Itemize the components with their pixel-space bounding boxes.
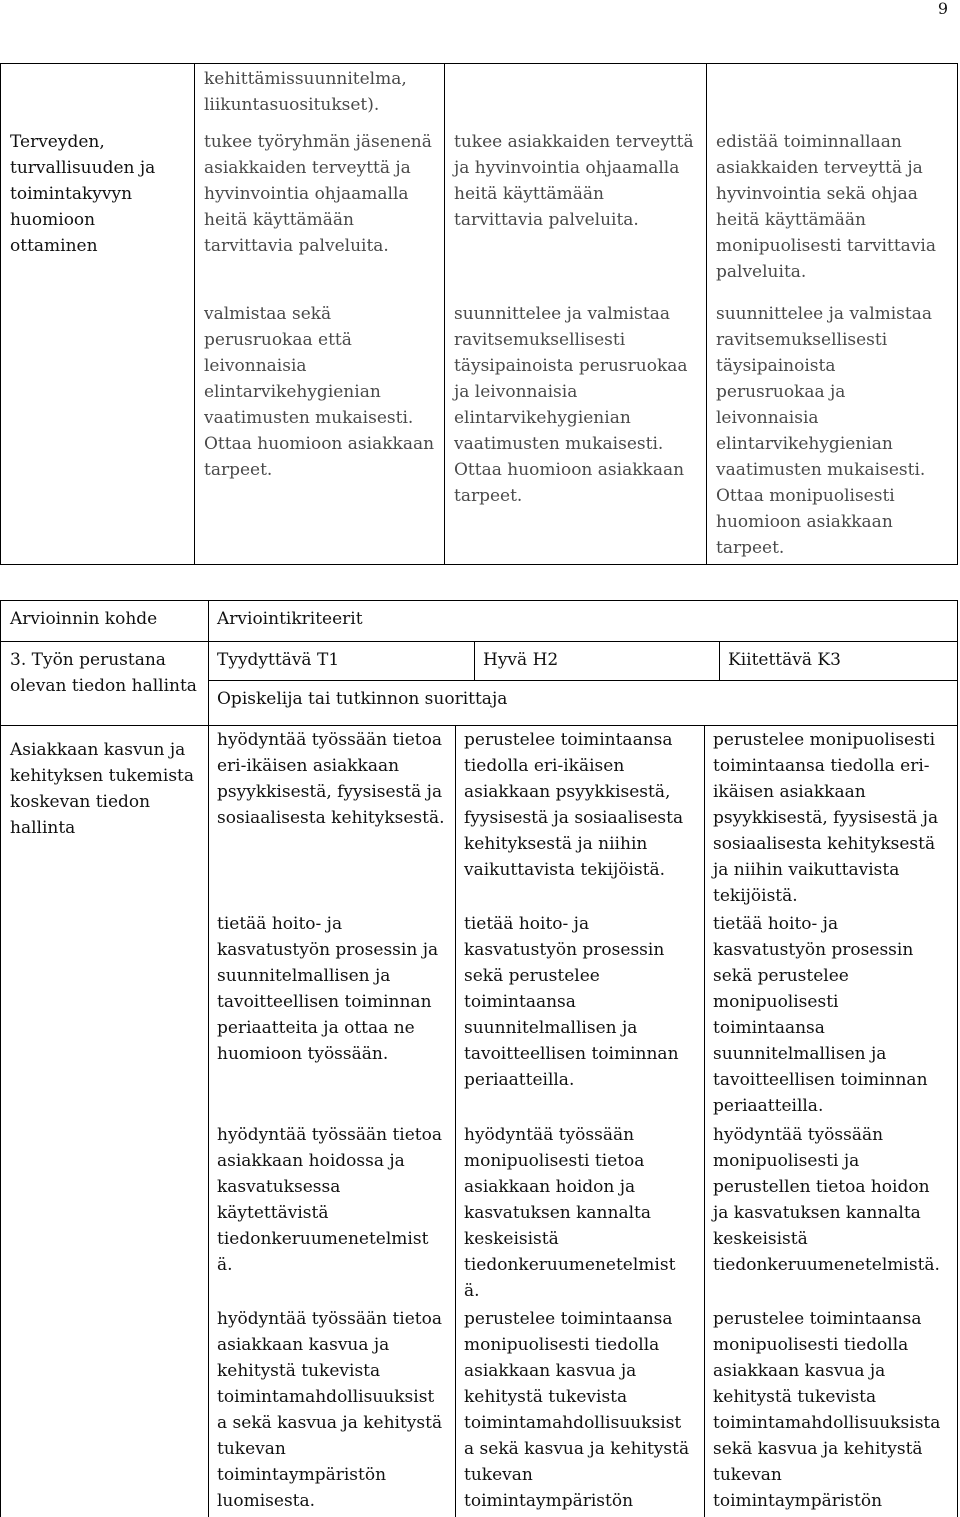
- criterion-t1: tukee työryhmän jäsenenä asiakkaiden terveyttä ja hyvinvointia ohjaamalla heitä käyttämään tarvittavia palveluita.: [204, 132, 432, 256]
- criterion-t1: valmistaa sekä perusruokaa että leivonnaisia elintarvikehygienian vaatimusten mukaisesti. Ottaa huomioon asiakkaan tarpeet.: [204, 304, 435, 480]
- header-assessment-target: Arvioinnin kohde: [10, 609, 158, 629]
- grade-t1: Tyydyttävä T1: [217, 650, 340, 670]
- header-assessment-criteria: Arviointikriteerit: [217, 609, 363, 629]
- row-label-health-safety: Terveyden, turvallisuuden ja toimintakyvyn huomioon ottaminen: [10, 132, 156, 256]
- section-title: 3. Työn perustana olevan tiedon hallinta: [10, 650, 197, 696]
- criterion-k3: tietää hoito- ja kasvatustyön prosessin sekä perustelee monipuolisesti toimintaansa suunnitelmallisen ja tavoitteellisen toiminnan periaatteilla.: [713, 914, 928, 1116]
- criterion-k3: perustelee monipuolisesti toimintaansa tiedolla eri-ikäisen asiakkaan psyykkisestä, fyysisestä ja sosiaalisesta kehityksestä ja niihin vaikuttavista tekijöistä.: [713, 730, 939, 906]
- row-label-knowledge: Asiakkaan kasvun ja kehityksen tukemista koskevan tiedon hallinta: [10, 740, 195, 838]
- criterion-h2: tukee asiakkaiden terveyttä ja hyvinvointia ohjaamalla heitä käyttämään tarvittavia palveluita.: [454, 132, 694, 230]
- criterion-t1: hyödyntää työssään tietoa asiakkaan kasvua ja kehitystä tukevista toimintamahdollisuuksist a sekä kasvua ja kehitystä tukevan toimintaympäristön luomisesta.: [217, 1309, 443, 1511]
- criterion-h2: perustelee toimintaansa tiedolla eri-ikäisen asiakkaan psyykkisestä, fyysisestä ja sosiaalisesta kehityksestä ja niihin vaikuttavista tekijöistä.: [464, 730, 684, 880]
- page-number: 9: [937, 0, 948, 18]
- criterion-h2: tietää hoito- ja kasvatustyön prosessin sekä perustelee toimintaansa suunnitelmallisen ja tavoitteellisen toiminnan periaatteilla.: [464, 914, 679, 1090]
- criterion-k3: perustelee toimintaansa monipuolisesti tiedolla asiakkaan kasvua ja kehitystä tukevista toimintamahdollisuuksista sekä kasvua ja kehitystä tukevan toimintaympäristön: [713, 1309, 941, 1511]
- criterion-t1: hyödyntää työssään tietoa asiakkaan hoidossa ja kasvatuksessa käytettävistä tiedonkeruumenetelmist ä.: [217, 1125, 443, 1275]
- t1-continuation: kehittämissuunnitelma, liikuntasuositukset).: [204, 69, 407, 115]
- criterion-h2: perustelee toimintaansa monipuolisesti tiedolla asiakkaan kasvua ja kehitystä tukevista toimintamahdollisuuksist a sekä kasvua ja kehitystä tukevan toimintaympäristön: [464, 1309, 690, 1511]
- grade-h2: Hyvä H2: [483, 650, 559, 670]
- criterion-t1: tietää hoito- ja kasvatustyön prosessin ja suunnitelmallisen ja tavoitteellisen toiminnan periaatteita ja ottaa ne huomioon työssään.: [217, 914, 439, 1064]
- criterion-k3: suunnittelee ja valmistaa ravitsemuksellisesti täysipainoista perusruokaa ja leivonnaisia elintarvikehygienian vaatimusten mukaisesti. Ottaa monipuolisesti huomioon asiakkaan tarpeet.: [716, 304, 933, 558]
- grade-k3: Kiitettävä K3: [728, 650, 841, 670]
- criterion-h2: suunnittelee ja valmistaa ravitsemuksellisesti täysipainoista perusruokaa ja leivonnaisia elintarvikehygienian vaatimusten mukaisesti. Ottaa huomioon asiakkaan tarpeet.: [454, 304, 688, 506]
- criterion-k3: hyödyntää työssään monipuolisesti ja perustellen tietoa hoidon ja kasvatuksen kannalta keskeisistä tiedonkeruumenetelmistä.: [713, 1125, 940, 1275]
- subject-line: Opiskelija tai tutkinnon suorittaja: [217, 689, 508, 709]
- criterion-t1: hyödyntää työssään tietoa eri-ikäisen asiakkaan psyykkisestä, fyysisestä ja sosiaalisesta kehityksestä.: [217, 730, 445, 828]
- criterion-k3: edistää toiminnallaan asiakkaiden terveyttä ja hyvinvointia sekä ohjaa heitä käyttämään monipuolisesti tarvittavia palveluita.: [716, 132, 936, 282]
- criterion-h2: hyödyntää työssään monipuolisesti tietoa asiakkaan hoidon ja kasvatuksen kannalta keskeisistä tiedonkeruumenetelmist ä.: [464, 1125, 676, 1301]
